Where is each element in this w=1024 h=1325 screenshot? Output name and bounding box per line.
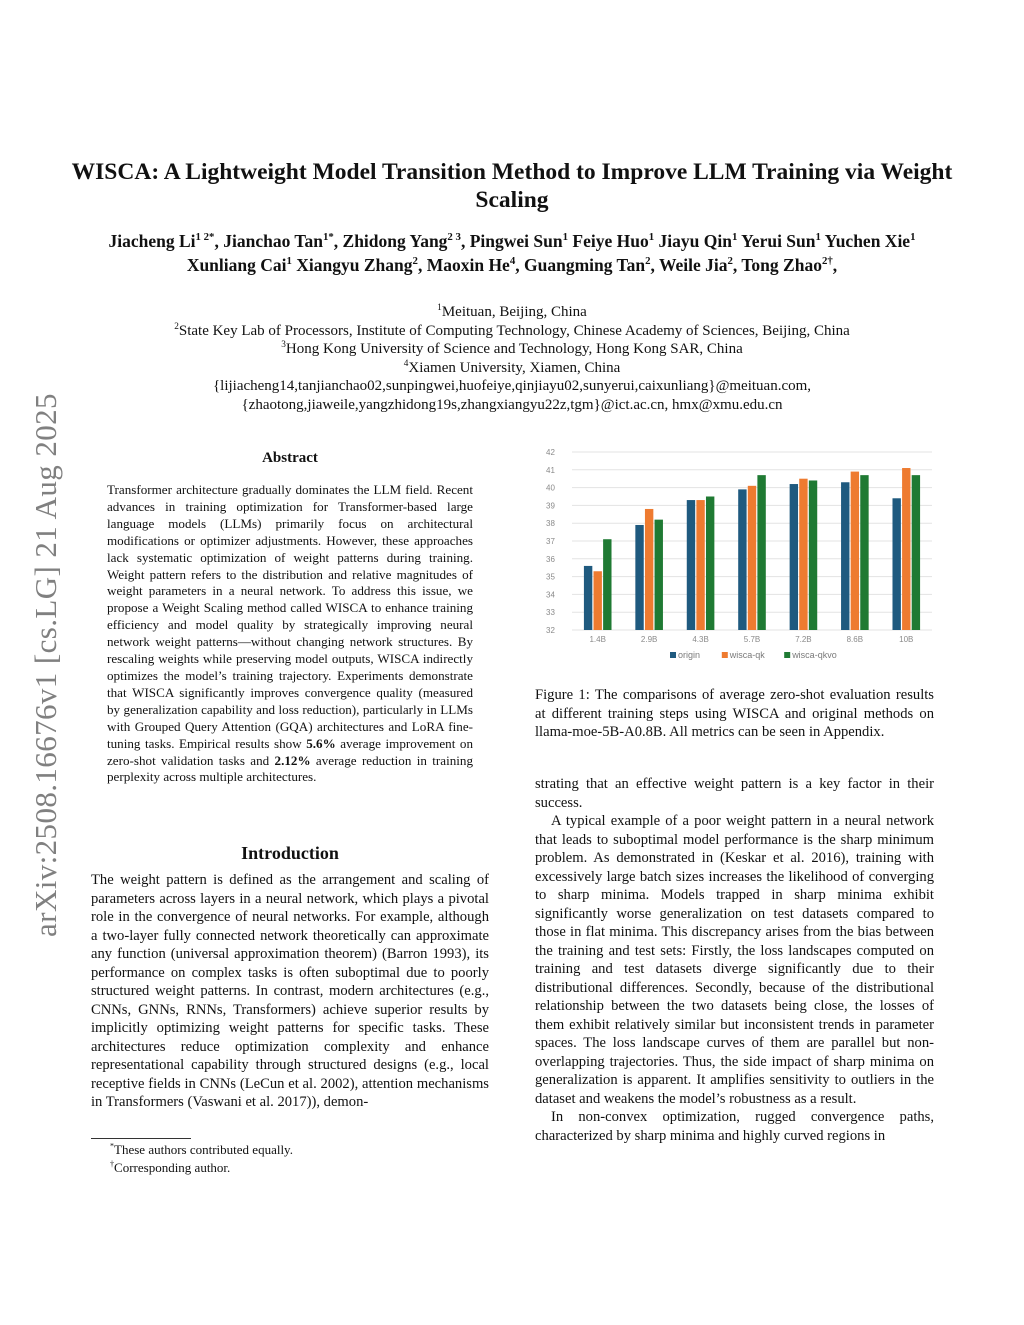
y-tick-label: 42 xyxy=(546,448,555,457)
author-name: Yuchen Xie xyxy=(824,231,911,251)
x-tick-label: 10B xyxy=(899,635,914,644)
y-tick-label: 40 xyxy=(546,483,555,493)
y-tick-label: 32 xyxy=(546,626,555,635)
right-column-body xyxy=(535,775,934,1145)
bar-wisca-qkvo xyxy=(603,539,611,630)
email-line-1: {lijiacheng14,tanjianchao02,sunpingwei,huofeiye,qinjiayu02,sunyerui,caixunliang}@meituan.com, xyxy=(212,378,812,395)
x-tick-label: 1.4B xyxy=(589,635,606,644)
y-tick-label: 33 xyxy=(546,608,555,618)
bar-origin xyxy=(687,500,695,630)
author-name: Feiye Huo xyxy=(572,231,649,251)
x-tick-label: 7.2B xyxy=(795,635,812,644)
affiliation-2: $^2$State Key Lab of Processors, Institute of Computing Technology, Chinese Academy of Sciences, Beijing, China xyxy=(174,321,850,339)
affiliation-1: $^1$Meituan, Beijing, China xyxy=(437,303,587,320)
author-name: Pingwei Sun xyxy=(469,231,563,251)
bar-origin xyxy=(790,484,798,630)
y-tick-label: 38 xyxy=(546,519,555,529)
bar-wisca-qkvo xyxy=(706,497,714,631)
bar-wisca-qkvo xyxy=(809,480,817,630)
figure-1-bar-chart xyxy=(520,442,940,672)
author-name: Jiacheng Li xyxy=(108,231,196,251)
right-paragraph-0: strating that an effective weight pattern is a key factor in their success. xyxy=(535,776,934,811)
y-tick-label: 41 xyxy=(546,465,555,475)
footnotes xyxy=(110,1141,293,1177)
author-name: Jianchao Tan xyxy=(223,231,323,251)
right-paragraph-2: In non-convex optimization, rugged convergence paths, characterized by sharp minima and highly curved regions in xyxy=(535,1109,934,1144)
paper-title: WISCA: A Lightweight Model Transition Method to Improve LLM Training via Weight Scaling xyxy=(71,159,953,213)
author-affiliation-mark: 2 xyxy=(645,255,651,268)
author-affiliation-mark: 1 xyxy=(562,231,569,244)
bar-origin xyxy=(892,498,900,630)
affiliations xyxy=(60,303,964,415)
legend-swatch-wisca-qk xyxy=(722,652,728,658)
author-affiliation-mark: 1* xyxy=(322,231,334,244)
y-tick-label: 36 xyxy=(546,554,555,564)
legend-label-wisca-qkvo: wisca-qkvo xyxy=(792,650,837,660)
x-tick-label: 5.7B xyxy=(743,635,761,644)
affiliation-4: $^4$Xiamen University, Xiamen, China xyxy=(403,358,621,376)
bar-wisca-qk xyxy=(696,500,704,630)
legend-swatch-wisca-qkvo xyxy=(784,652,790,658)
author-name: Yerui Sun xyxy=(741,231,816,251)
y-tick-label: 39 xyxy=(546,501,555,511)
right-paragraph-1: A typical example of a poor weight pattern in a neural network that leads to suboptimal model performance is the sharp minimum problem. As demonstrated in (Keskar et al. 2016), training with excessively large batch sizes increases the likelihood of converging to sharp minima. Models trapped in sharp minima exhibit significantly worse generalization on test datasets compared to those in flat minima. This discrepancy arises from the bias between the training and test sets: Firstly, the loss landscapes computed on training and test datasets diverge significantly due to their distributional differences. Secondly, because of the distributional relationship between the two datasets being close, the losses of them exhibit relatively similar but inconsistent trends in parameter spaces. The loss landscape curves of them are parallel but non-overlapping trajectories. Thus, the side impact of sharp minima on generalization is apparent. It amplifies sensitivity to outliers in the dataset and weakens the model’s robustness as a result. xyxy=(535,813,934,1107)
author-name: Xiangyu Zhang xyxy=(296,255,413,275)
abstract-heading: Abstract xyxy=(262,450,318,466)
author-name: Maoxin He xyxy=(426,255,510,275)
author-affiliation-mark: 2 3 xyxy=(447,231,461,244)
author-affiliation-mark: 1 xyxy=(731,231,738,244)
bar-wisca-qk xyxy=(851,472,859,630)
email-line-2: {zhaotong,jiaweile,yangzhidong19s,zhangxiangyu22z,tgm}@ict.ac.cn, hmx@xmu.edu.cn xyxy=(241,396,783,413)
author-name: Zhidong Yang xyxy=(342,231,448,251)
footnote-rule xyxy=(91,1138,191,1139)
author-list: Jiacheng $Li^{1 2*}$, Jianchao Tan$^{1*}$, Zhidong Yang$^{2 3}$, Pingwei Sun$^1$ Feiye Huo$^1$ Jiayu Qin$^1$ Yerui Sun$^1$ Yuchen Xie$^1$ Xunliang Cai$^1$ Xiangyu Zhang$^2$, Maoxin He$^4$, Guangming Tan$^2$, Weile Jia$^2$, Tong Zhao$^{2\dagger}$, xyxy=(108,231,916,275)
author-name: Xunliang Cai xyxy=(186,255,287,275)
author-affiliation-mark: 1 2* xyxy=(195,231,215,244)
bar-wisca-qk xyxy=(902,468,910,630)
legend-label-origin: origin xyxy=(678,650,701,660)
author-affiliation-mark: 1 xyxy=(286,255,292,268)
author-affiliation-mark: 2† xyxy=(821,255,833,268)
footnote-2: †Corresponding author. xyxy=(110,1159,231,1175)
arxiv-stamp-text: arXiv:2508.16676v1 [cs.LG] 21 Aug 2025 xyxy=(28,393,63,937)
intro-paragraph: The weight pattern is defined as the arrangement and scaling of parameters across layers in a neural network, which plays a pivotal role in the convergence of neural networks. For example, although a two-layer fully connected network theoretically can approximate any function (universal approximation theorem) (Barron 1993), its performance on complex tasks is often suboptimal due to poorly structured weight patterns. In contrast, modern architectures (e.g., CNNs, GNNs, RNNs, Transformers) achieve superior results by implicitly optimizing weight patterns for specific tasks. These architectures reduce optimization complexity and enhance representational capability through structured designs (e.g., local receptive fields in CNNs (LeCun et al. 2002), attention mechanisms in Transformers (Vaswani et al. 2017)), demon- xyxy=(91,872,489,1110)
author-affiliation-mark: 2 xyxy=(727,255,733,268)
bar-origin xyxy=(635,525,643,630)
bar-wisca-qk xyxy=(799,479,807,630)
introduction-heading: Introduction xyxy=(241,843,339,863)
footnote-1: *These authors contributed equally. xyxy=(110,1141,293,1157)
y-tick-label: 35 xyxy=(546,572,555,582)
bar-wisca-qkvo xyxy=(860,475,868,630)
author-name: Guangming Tan xyxy=(524,255,646,275)
bar-wisca-qk xyxy=(594,571,602,630)
author-affiliation-mark: 1 xyxy=(648,231,655,244)
bar-origin xyxy=(738,489,746,630)
x-tick-label: 4.3B xyxy=(692,635,709,644)
legend-label-wisca-qk: wisca-qk xyxy=(729,650,765,660)
author-affiliation-mark: 1 xyxy=(910,231,916,244)
y-tick-label: 37 xyxy=(546,537,555,546)
bar-wisca-qk xyxy=(645,509,653,630)
bar-wisca-qkvo xyxy=(757,475,765,630)
figure-caption: Figure 1: The comparisons of average zero-shot evaluation results at different training steps using WISCA and original methods on llama-moe-5B-A0.8B. All metrics can be seen in Appendix. xyxy=(535,687,934,740)
bar-origin xyxy=(584,566,592,630)
author-affiliation-mark: 2 xyxy=(412,255,418,268)
x-tick-label: 2.9B xyxy=(640,635,658,644)
author-name: Tong Zhao xyxy=(741,255,822,275)
bar-wisca-qkvo xyxy=(912,475,920,630)
author-name: Jiayu Qin xyxy=(658,231,732,251)
abstract-body: Transformer architecture gradually dominates the LLM field. Recent advances in training optimization for Transformer-based large language models (LLMs) primarily focus on architectural modifications or optimizer adjustments. However, these approaches lack systematic optimization of weight patterns during training. Weight pattern refers to the distribution and relative magnitudes of weight parameters in a neural network. To address this issue, we propose a Weight Scaling method called WISCA to enhance training efficiency and model quality by strategically improving neural network weight patterns—without changing network structures. By rescaling weights while preserving model outputs, WISCA indirectly optimizes the model’s training trajectory. Experiments demonstrate that WISCA significantly improves convergence quality (measured by generalization capability and loss reduction), particularly in LLMs with Grouped Query Attention (GQA) architectures and LoRA fine-tuning tasks. Empirical results show 5.6% average improvement on zero-shot validation tasks and 2.12% average reduction in training perplexity across multiple architectures. xyxy=(107,482,473,785)
author-affiliation-mark: 1 xyxy=(815,231,821,244)
y-tick-label: 34 xyxy=(546,590,555,600)
bar-wisca-qk xyxy=(748,486,756,630)
bar-origin xyxy=(841,482,849,630)
affiliation-3: $^3$Hong Kong University of Science and Technology, Hong Kong SAR, China xyxy=(281,340,743,358)
x-tick-label: 8.6B xyxy=(846,635,864,644)
bar-wisca-qkvo xyxy=(655,520,663,630)
author-affiliation-mark: 4 xyxy=(509,255,516,268)
introduction-body xyxy=(91,871,489,1112)
legend-swatch-origin xyxy=(670,652,676,658)
author-name: Weile Jia xyxy=(658,255,728,275)
